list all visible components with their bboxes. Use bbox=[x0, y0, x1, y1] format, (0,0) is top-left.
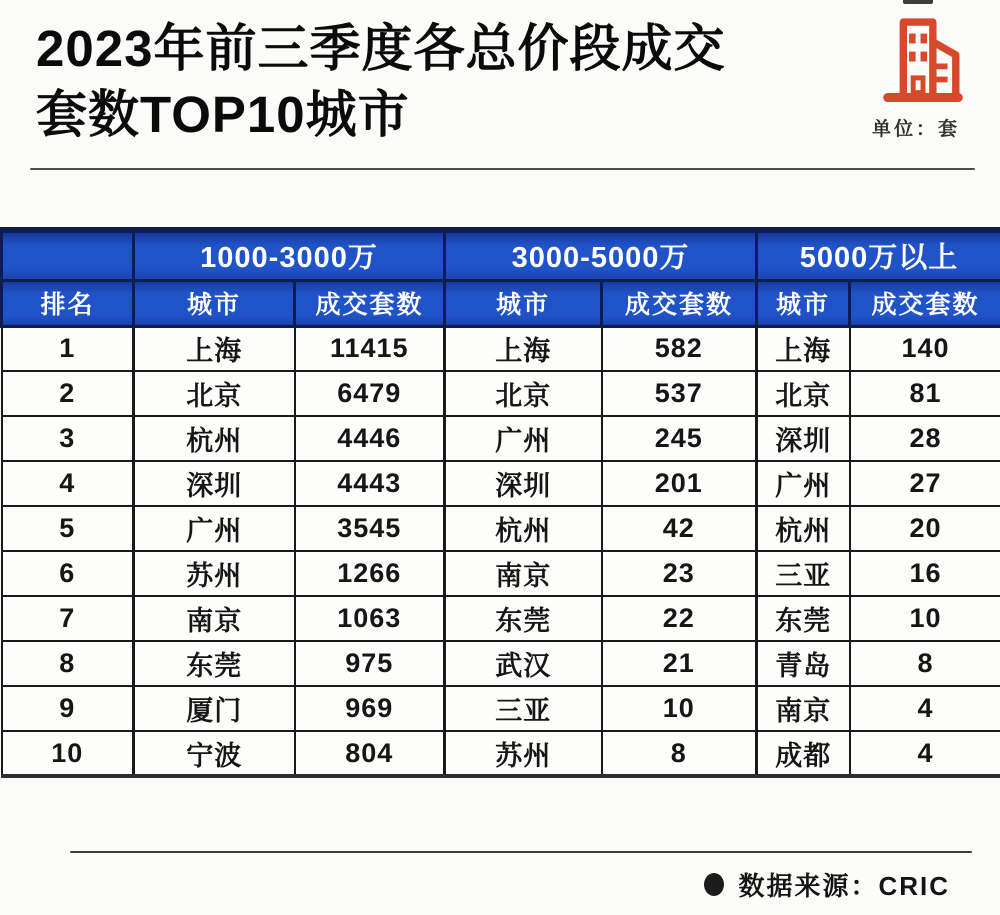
table-body bbox=[2, 326, 1000, 776]
brand-block bbox=[872, 12, 982, 141]
city-cell: 东莞 bbox=[757, 596, 850, 641]
building-icon bbox=[882, 12, 964, 106]
count-cell: 4 bbox=[850, 686, 1000, 731]
table-header bbox=[2, 230, 1000, 326]
count-cell: 3545 bbox=[295, 506, 445, 551]
count-cell: 1266 bbox=[295, 551, 445, 596]
rank-cell: 4 bbox=[2, 461, 134, 506]
rank-column-header: 排名 bbox=[2, 280, 134, 326]
city-column-header-2: 城市 bbox=[445, 280, 602, 326]
count-cell: 11415 bbox=[295, 326, 445, 371]
city-cell: 东莞 bbox=[445, 596, 602, 641]
count-cell: 4446 bbox=[295, 416, 445, 461]
rank-cell: 8 bbox=[2, 641, 134, 686]
city-cell: 广州 bbox=[757, 461, 850, 506]
city-cell: 三亚 bbox=[757, 551, 850, 596]
count-cell: 969 bbox=[295, 686, 445, 731]
data-source bbox=[704, 866, 950, 903]
city-cell: 北京 bbox=[445, 371, 602, 416]
count-cell: 140 bbox=[850, 326, 1000, 371]
table-row bbox=[2, 326, 1000, 371]
city-cell: 武汉 bbox=[445, 641, 602, 686]
footer-divider bbox=[70, 851, 972, 853]
city-cell: 杭州 bbox=[757, 506, 850, 551]
count-cell: 27 bbox=[850, 461, 1000, 506]
city-cell: 深圳 bbox=[445, 461, 602, 506]
column-header-row bbox=[2, 280, 1000, 326]
rank-header-blank bbox=[2, 230, 134, 280]
rank-cell: 5 bbox=[2, 506, 134, 551]
count-cell: 201 bbox=[602, 461, 757, 506]
city-cell: 杭州 bbox=[445, 506, 602, 551]
count-cell: 245 bbox=[602, 416, 757, 461]
city-cell: 苏州 bbox=[134, 551, 295, 596]
table-row bbox=[2, 461, 1000, 506]
city-cell: 成都 bbox=[757, 731, 850, 776]
count-cell: 975 bbox=[295, 641, 445, 686]
data-source-label: 数据来源：CRIC bbox=[738, 871, 950, 901]
city-cell: 三亚 bbox=[445, 686, 602, 731]
table-row bbox=[2, 416, 1000, 461]
city-cell: 宁波 bbox=[134, 731, 295, 776]
page-title-line1: 2023年前三季度各总价段成交 bbox=[36, 20, 726, 77]
table-row bbox=[2, 686, 1000, 731]
count-cell: 804 bbox=[295, 731, 445, 776]
count-cell: 22 bbox=[602, 596, 757, 641]
count-cell: 16 bbox=[850, 551, 1000, 596]
segment-header-3: 5000万以上 bbox=[757, 230, 1000, 280]
city-cell: 东莞 bbox=[134, 641, 295, 686]
table-row bbox=[2, 596, 1000, 641]
city-cell: 上海 bbox=[134, 326, 295, 371]
table-row bbox=[2, 641, 1000, 686]
count-column-header-2: 成交套数 bbox=[602, 280, 757, 326]
count-cell: 4 bbox=[850, 731, 1000, 776]
rank-cell: 6 bbox=[2, 551, 134, 596]
city-cell: 北京 bbox=[757, 371, 850, 416]
table-row bbox=[2, 551, 1000, 596]
table-row bbox=[2, 506, 1000, 551]
count-cell: 42 bbox=[602, 506, 757, 551]
segment-header-row bbox=[2, 230, 1000, 280]
table-row bbox=[2, 371, 1000, 416]
count-cell: 28 bbox=[850, 416, 1000, 461]
segment-header-2: 3000-5000万 bbox=[445, 230, 757, 280]
count-cell: 6479 bbox=[295, 371, 445, 416]
city-cell: 青岛 bbox=[757, 641, 850, 686]
city-cell: 上海 bbox=[445, 326, 602, 371]
city-cell: 上海 bbox=[757, 326, 850, 371]
count-cell: 8 bbox=[850, 641, 1000, 686]
count-cell: 582 bbox=[602, 326, 757, 371]
table-row bbox=[2, 731, 1000, 776]
city-cell: 南京 bbox=[445, 551, 602, 596]
city-cell: 苏州 bbox=[445, 731, 602, 776]
title-divider bbox=[30, 168, 975, 170]
rank-cell: 1 bbox=[2, 326, 134, 371]
count-column-header-1: 成交套数 bbox=[295, 280, 445, 326]
segment-header-1: 1000-3000万 bbox=[134, 230, 445, 280]
city-cell: 深圳 bbox=[134, 461, 295, 506]
count-cell: 21 bbox=[602, 641, 757, 686]
count-cell: 4443 bbox=[295, 461, 445, 506]
rank-cell: 9 bbox=[2, 686, 134, 731]
count-cell: 20 bbox=[850, 506, 1000, 551]
city-cell: 厦门 bbox=[134, 686, 295, 731]
city-cell: 南京 bbox=[757, 686, 850, 731]
city-cell: 杭州 bbox=[134, 416, 295, 461]
cropped-top-mark bbox=[903, 0, 933, 4]
rank-cell: 10 bbox=[2, 731, 134, 776]
city-cell: 广州 bbox=[134, 506, 295, 551]
rank-cell: 3 bbox=[2, 416, 134, 461]
count-cell: 23 bbox=[602, 551, 757, 596]
city-column-header-3: 城市 bbox=[757, 280, 850, 326]
count-cell: 537 bbox=[602, 371, 757, 416]
unit-label: 单位：套 bbox=[872, 119, 961, 140]
rank-cell: 2 bbox=[2, 371, 134, 416]
top10-table bbox=[0, 227, 1000, 778]
count-column-header-3: 成交套数 bbox=[850, 280, 1000, 326]
count-cell: 10 bbox=[602, 686, 757, 731]
rank-cell: 7 bbox=[2, 596, 134, 641]
city-column-header-1: 城市 bbox=[134, 280, 295, 326]
count-cell: 10 bbox=[850, 596, 1000, 641]
count-cell: 81 bbox=[850, 371, 1000, 416]
city-cell: 深圳 bbox=[757, 416, 850, 461]
city-cell: 北京 bbox=[134, 371, 295, 416]
page-title-line2: 套数TOP10城市 bbox=[36, 86, 410, 143]
count-cell: 1063 bbox=[295, 596, 445, 641]
city-cell: 南京 bbox=[134, 596, 295, 641]
count-cell: 8 bbox=[602, 731, 757, 776]
bullet-icon bbox=[704, 873, 724, 896]
city-cell: 广州 bbox=[445, 416, 602, 461]
page-title bbox=[36, 16, 866, 148]
